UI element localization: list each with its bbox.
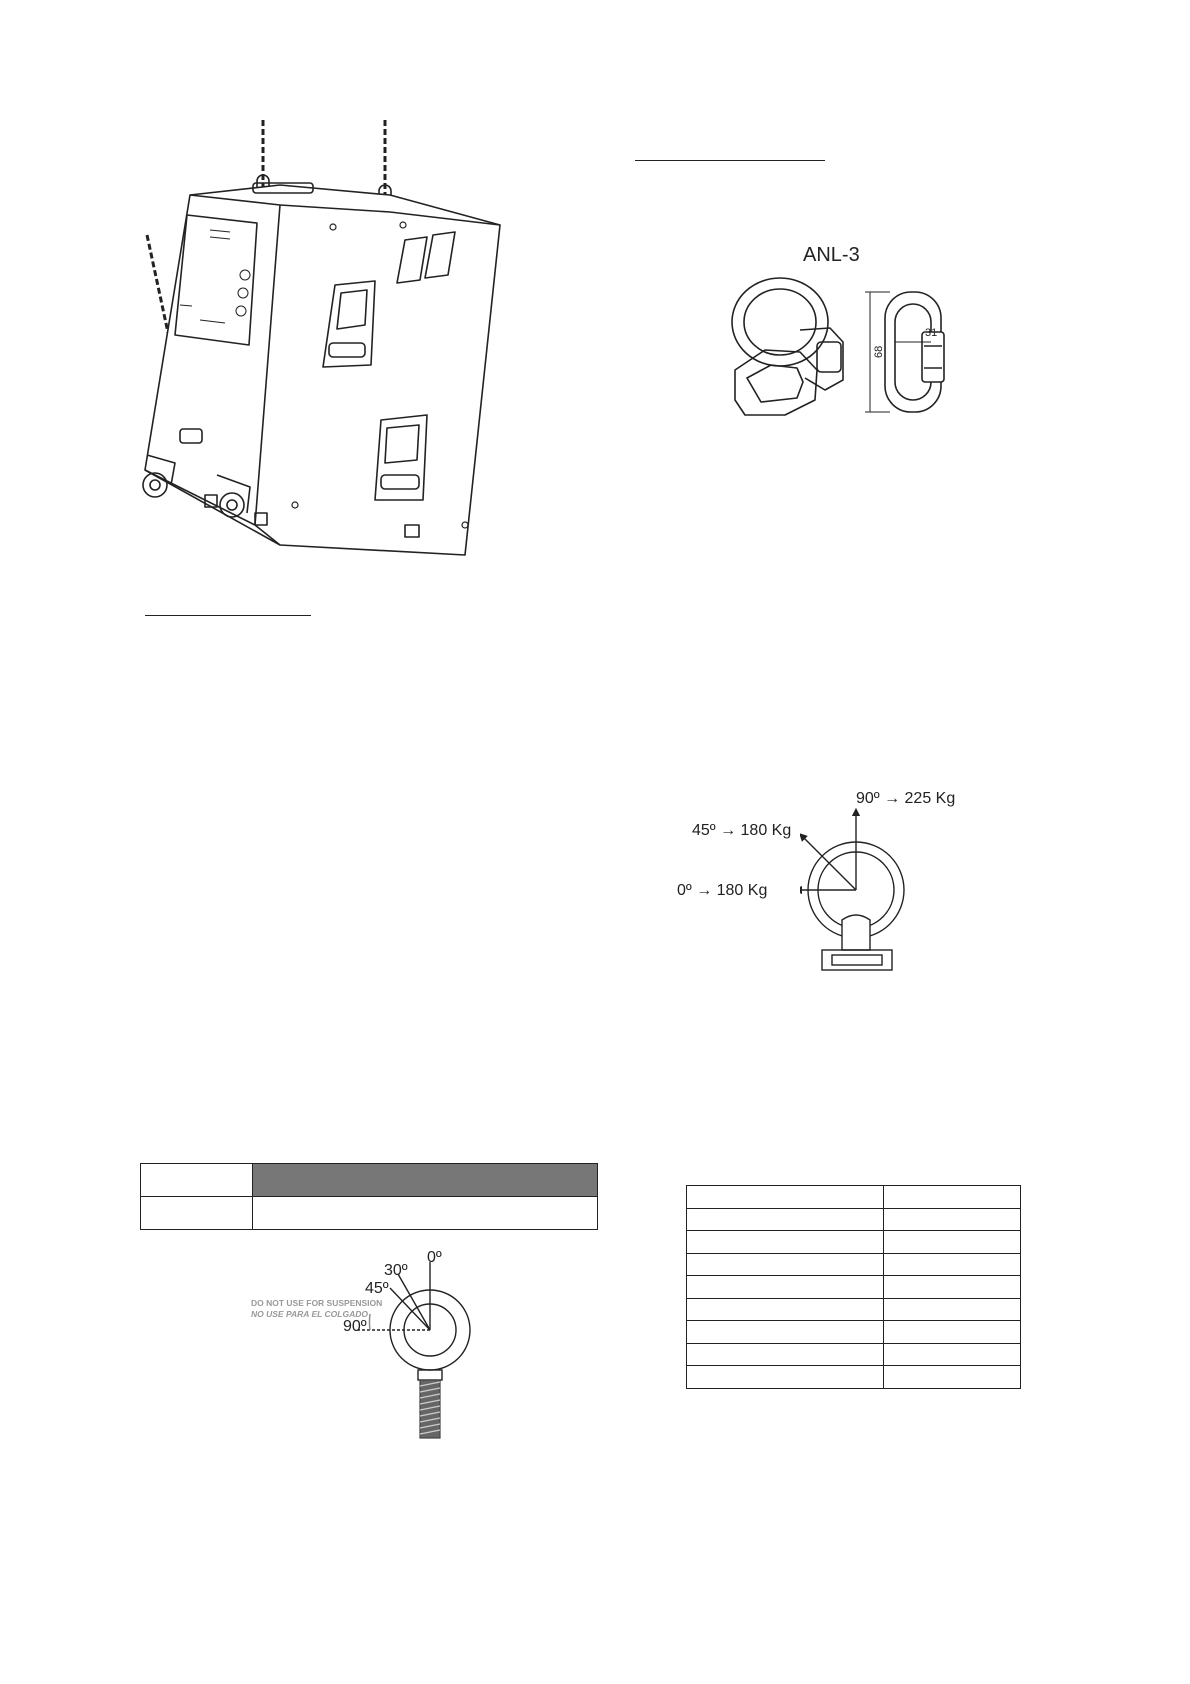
eyebolt-angle-0: 0º bbox=[427, 1249, 442, 1266]
table-row bbox=[141, 1164, 598, 1197]
load-rating-diagram bbox=[800, 800, 930, 980]
table-row bbox=[687, 1366, 1021, 1389]
table-row bbox=[687, 1343, 1021, 1366]
anl3-title: ANL-3 bbox=[803, 244, 860, 266]
spec-table-header-cell bbox=[253, 1164, 598, 1197]
load-rating-45: 45º → 180 Kg bbox=[692, 822, 792, 839]
load-rating-0: 0º → 180 Kg bbox=[677, 882, 768, 899]
anl3-drawing bbox=[725, 270, 995, 450]
eyebolt-angle-45: 45º bbox=[365, 1280, 389, 1297]
warning-text-es: NO USE PARA EL COLGADO bbox=[251, 1309, 368, 1319]
warning-text-en: DO NOT USE FOR SUSPENSION bbox=[251, 1298, 383, 1308]
table-row bbox=[687, 1231, 1021, 1254]
dimension-width: 31 bbox=[925, 327, 938, 339]
table-row bbox=[687, 1321, 1021, 1344]
spec-table bbox=[140, 1163, 598, 1230]
section-heading-underline-right bbox=[635, 160, 825, 161]
dimension-height: 68 bbox=[873, 345, 885, 358]
table-row bbox=[687, 1253, 1021, 1276]
eyebolt-angle-90: 90º bbox=[343, 1318, 367, 1335]
load-table bbox=[686, 1185, 1021, 1389]
eyebolt-thread bbox=[420, 1380, 440, 1438]
lifting-ring bbox=[732, 278, 828, 366]
table-row bbox=[687, 1298, 1021, 1321]
table-row bbox=[687, 1208, 1021, 1231]
eyebolt-angle-30: 30º bbox=[384, 1262, 408, 1279]
load-rating-90: 90º → 225 Kg bbox=[856, 790, 956, 807]
table-row bbox=[687, 1186, 1021, 1209]
section-heading-underline-left bbox=[145, 615, 311, 616]
speaker-cabinet-illustration bbox=[135, 115, 515, 595]
eyebolt-diagram bbox=[340, 1250, 500, 1440]
table-row bbox=[687, 1276, 1021, 1299]
table-row bbox=[141, 1197, 598, 1230]
